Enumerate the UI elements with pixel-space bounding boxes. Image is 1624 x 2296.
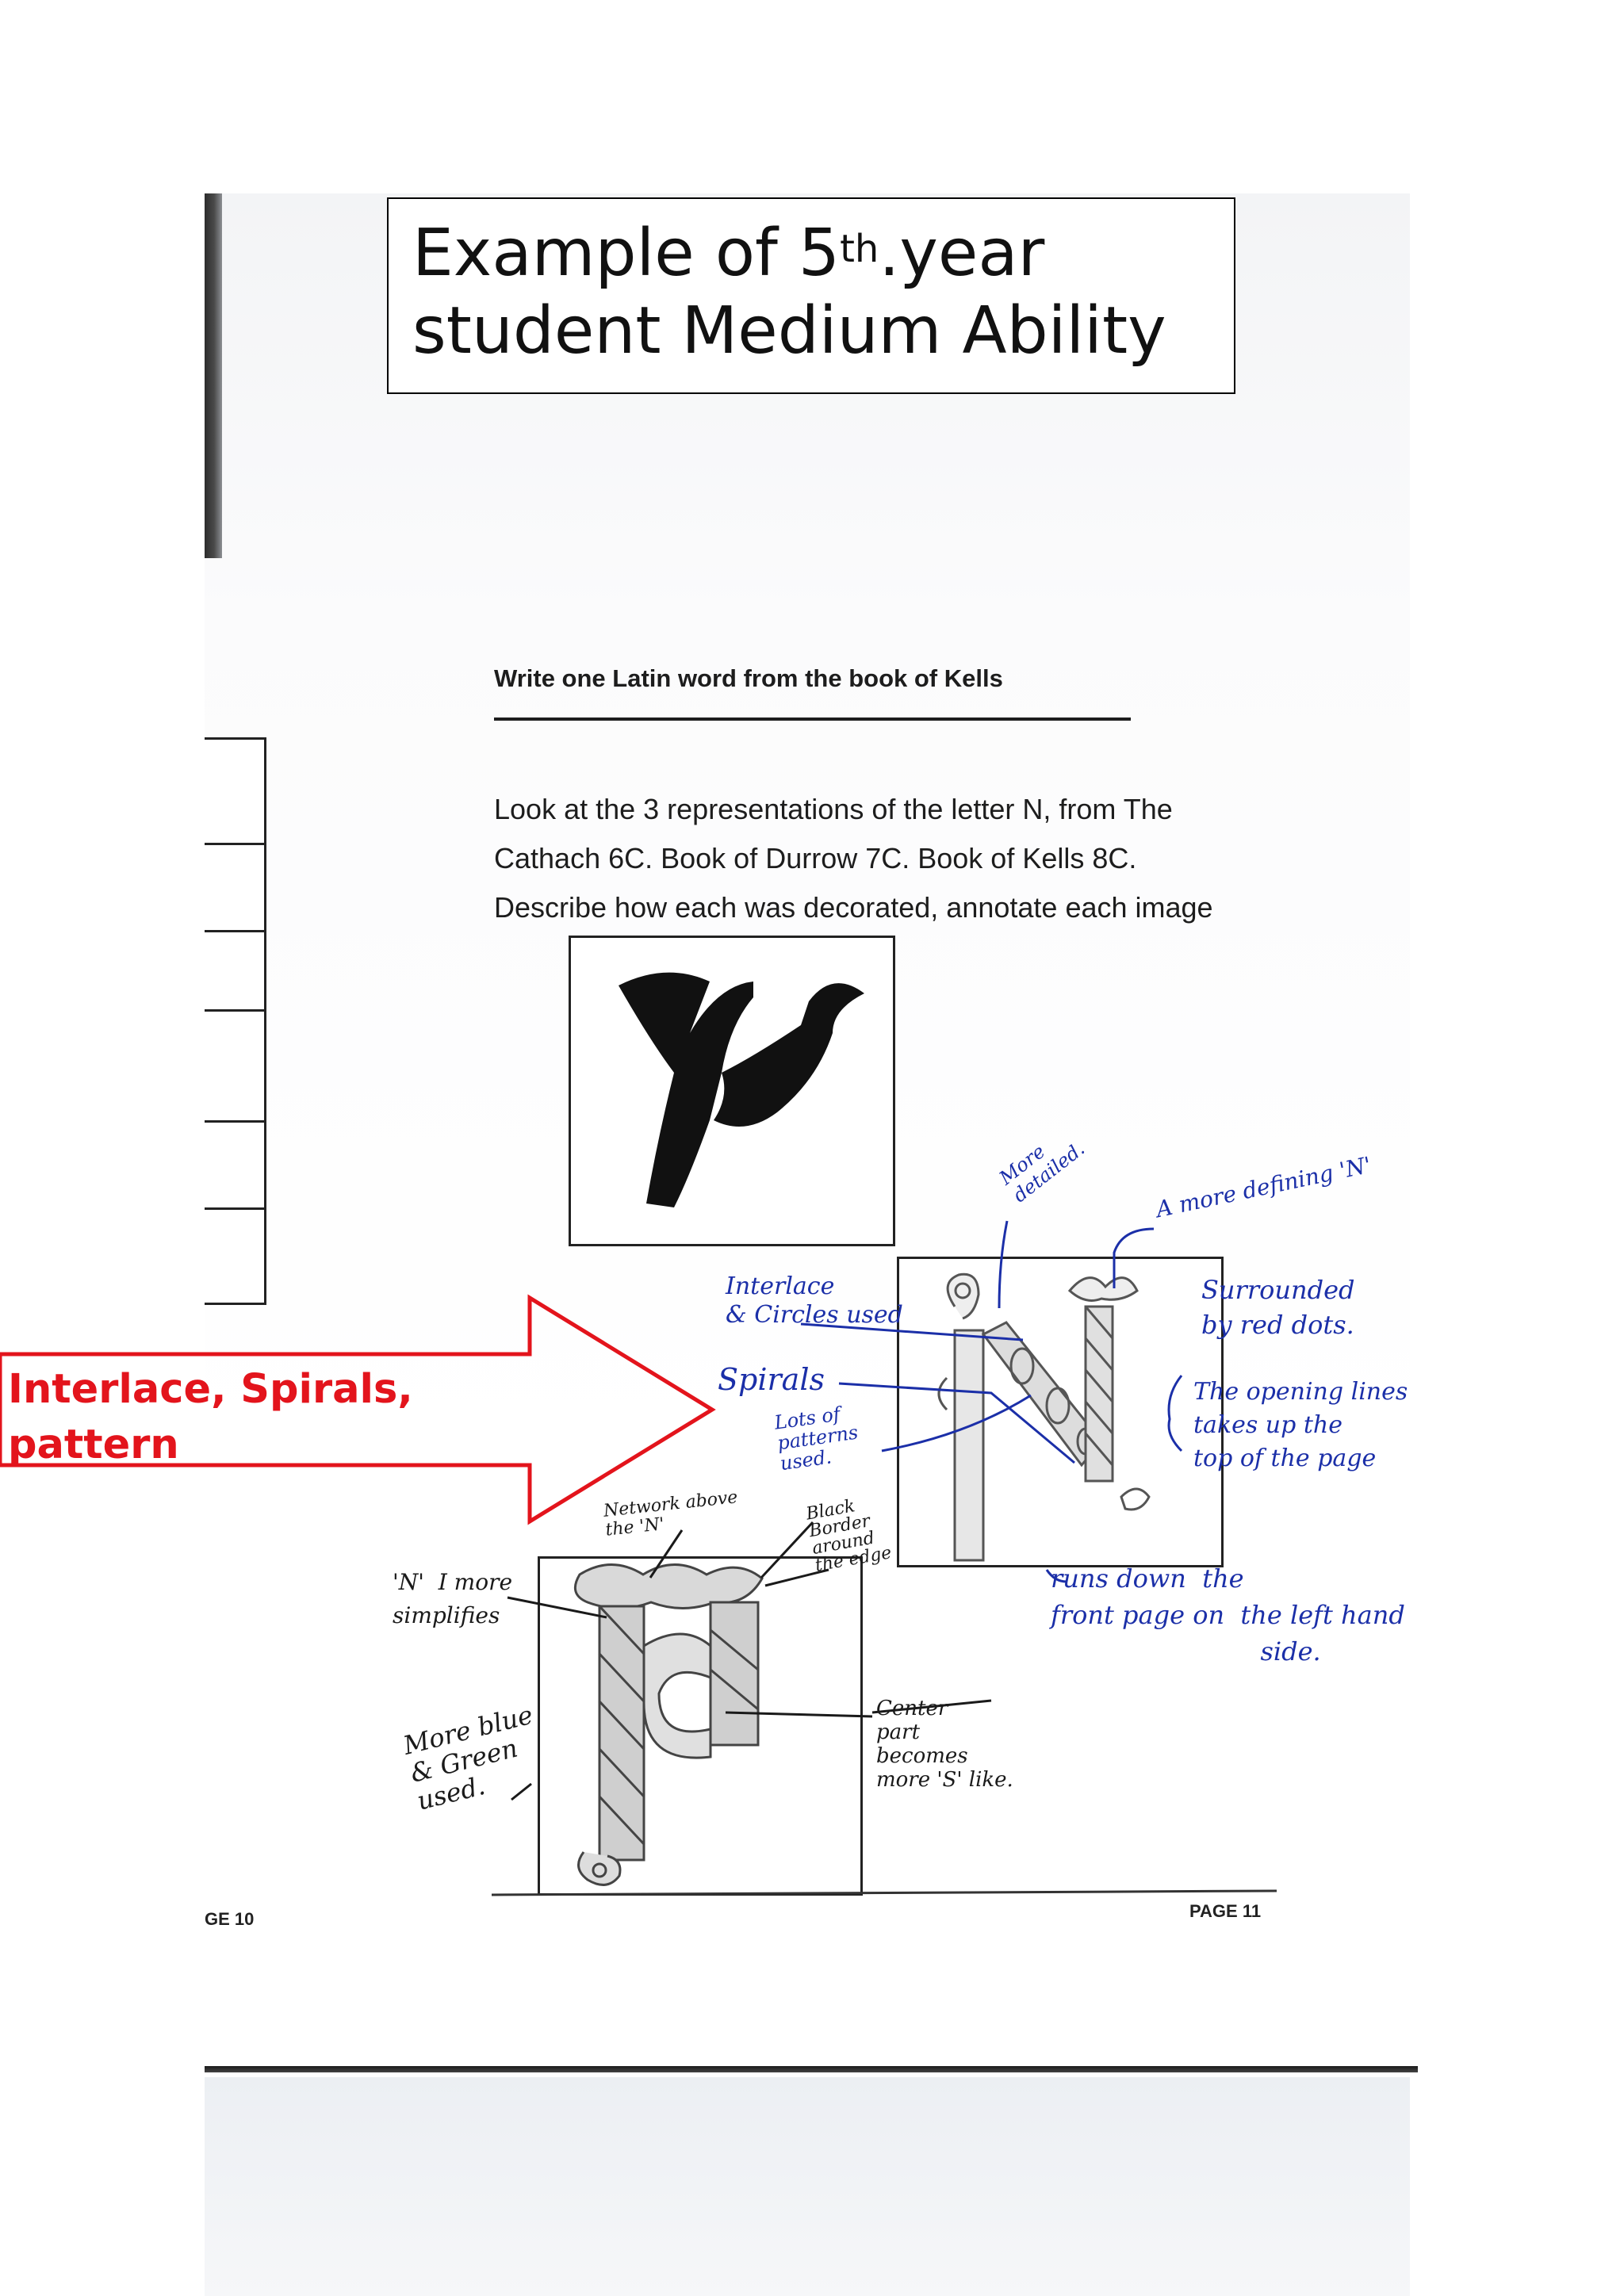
note-center-part: Center part becomes more 'S' like. [876, 1697, 1013, 1792]
worksheet-heading: Write one Latin word from the book of Kells [494, 664, 1003, 692]
note-spirals: Spirals [718, 1362, 825, 1397]
instruction-line-3: Describe how each was decorated, annotate each image [494, 891, 1213, 924]
note-runs-down: runs down the front page on the left hand side. [1051, 1563, 1405, 1667]
callout-line-2: pattern [8, 1422, 179, 1468]
note-black-border: Black Border around the edge [804, 1496, 894, 1576]
note-surrounded: Surrounded by red dots. [1201, 1275, 1355, 1340]
note-more-blue-green: More blue & Green used. [400, 1699, 536, 1816]
instruction-line-1: Look at the 3 representations of the letter N, from The [494, 793, 1173, 825]
note-lots-of-patterns: Lots of patterns used. [772, 1402, 860, 1475]
page-number-right: PAGE 11 [1189, 1901, 1262, 1921]
callout-label [8, 1362, 413, 1473]
note-n-more-simplified: 'N' I more simplifies [393, 1569, 513, 1628]
note-more-detailed: More detailed. [995, 1137, 1090, 1207]
note-network-above: Network above the 'N' [602, 1487, 739, 1540]
note-opening-lines: The opening lines takes up the top of the page [1193, 1378, 1408, 1472]
page-number-left: GE 10 [205, 1909, 255, 1929]
note-interlace-circles: Interlace & Circles used [726, 1272, 903, 1329]
title-line-2: student Medium Ability [412, 293, 1166, 369]
title-line-1: Example of 5th.year [412, 216, 1045, 291]
callout-line-1: Interlace, Spirals, [8, 1366, 413, 1413]
page-bottom-rule [492, 1891, 1277, 1895]
note-more-defining: A more defining 'N' [1154, 1151, 1374, 1223]
instruction-line-2: Cathach 6C. Book of Durrow 7C. Book of Kells 8C. [494, 842, 1137, 874]
